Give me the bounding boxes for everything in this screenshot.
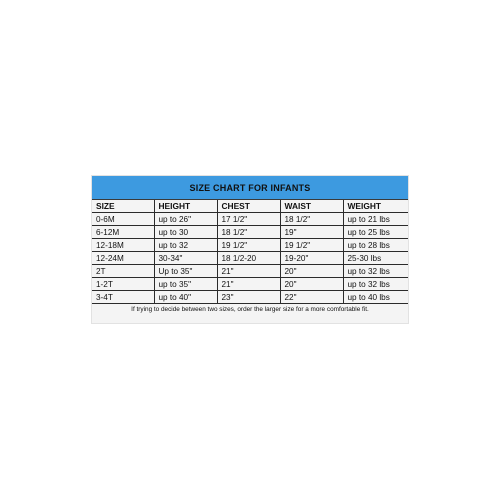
cell-weight: up to 40 lbs — [343, 291, 408, 304]
cell-height: up to 35" — [154, 278, 217, 291]
sizing-note: If trying to decide between two sizes, order the larger size for a more comfortable fit. — [131, 306, 369, 313]
size-chart-header — [92, 176, 408, 200]
cell-size: 2T — [92, 265, 154, 278]
table-row — [92, 226, 408, 239]
table-row — [92, 213, 408, 226]
cell-height: up to 30 — [154, 226, 217, 239]
table-row — [92, 278, 408, 291]
cell-size: 0-6M — [92, 213, 154, 226]
cell-chest: 21" — [217, 265, 280, 278]
cell-chest: 17 1/2" — [217, 213, 280, 226]
table-header-row — [92, 200, 408, 213]
cell-chest: 18 1/2" — [217, 226, 280, 239]
size-chart-table — [92, 200, 408, 304]
size-chart-card — [91, 175, 409, 324]
table-row — [92, 291, 408, 304]
cell-weight: up to 21 lbs — [343, 213, 408, 226]
cell-waist: 19-20" — [280, 252, 343, 265]
cell-size: 3-4T — [92, 291, 154, 304]
column-header-size: SIZE — [92, 200, 154, 213]
cell-waist: 19 1/2" — [280, 239, 343, 252]
cell-waist: 22" — [280, 291, 343, 304]
table-row — [92, 252, 408, 265]
cell-waist: 20" — [280, 278, 343, 291]
cell-weight: up to 32 lbs — [343, 265, 408, 278]
cell-chest: 21" — [217, 278, 280, 291]
cell-height: up to 32 — [154, 239, 217, 252]
size-chart-title: SIZE CHART FOR INFANTS — [189, 182, 311, 193]
cell-chest: 18 1/2-20 — [217, 252, 280, 265]
cell-size: 1-2T — [92, 278, 154, 291]
cell-size: 12-24M — [92, 252, 154, 265]
cell-size: 6-12M — [92, 226, 154, 239]
column-header-height: HEIGHT — [154, 200, 217, 213]
cell-size: 12-18M — [92, 239, 154, 252]
cell-height: Up to 35" — [154, 265, 217, 278]
column-header-waist: WAIST — [280, 200, 343, 213]
column-header-chest: CHEST — [217, 200, 280, 213]
cell-waist: 20" — [280, 265, 343, 278]
table-row — [92, 265, 408, 278]
table-row — [92, 239, 408, 252]
cell-weight: up to 32 lbs — [343, 278, 408, 291]
cell-waist: 18 1/2" — [280, 213, 343, 226]
cell-chest: 19 1/2" — [217, 239, 280, 252]
cell-waist: 19" — [280, 226, 343, 239]
cell-height: 30-34" — [154, 252, 217, 265]
column-header-weight: WEIGHT — [343, 200, 408, 213]
cell-height: up to 40" — [154, 291, 217, 304]
cell-weight: 25-30 lbs — [343, 252, 408, 265]
cell-weight: up to 28 lbs — [343, 239, 408, 252]
cell-chest: 23" — [217, 291, 280, 304]
cell-weight: up to 25 lbs — [343, 226, 408, 239]
cell-height: up to 26" — [154, 213, 217, 226]
